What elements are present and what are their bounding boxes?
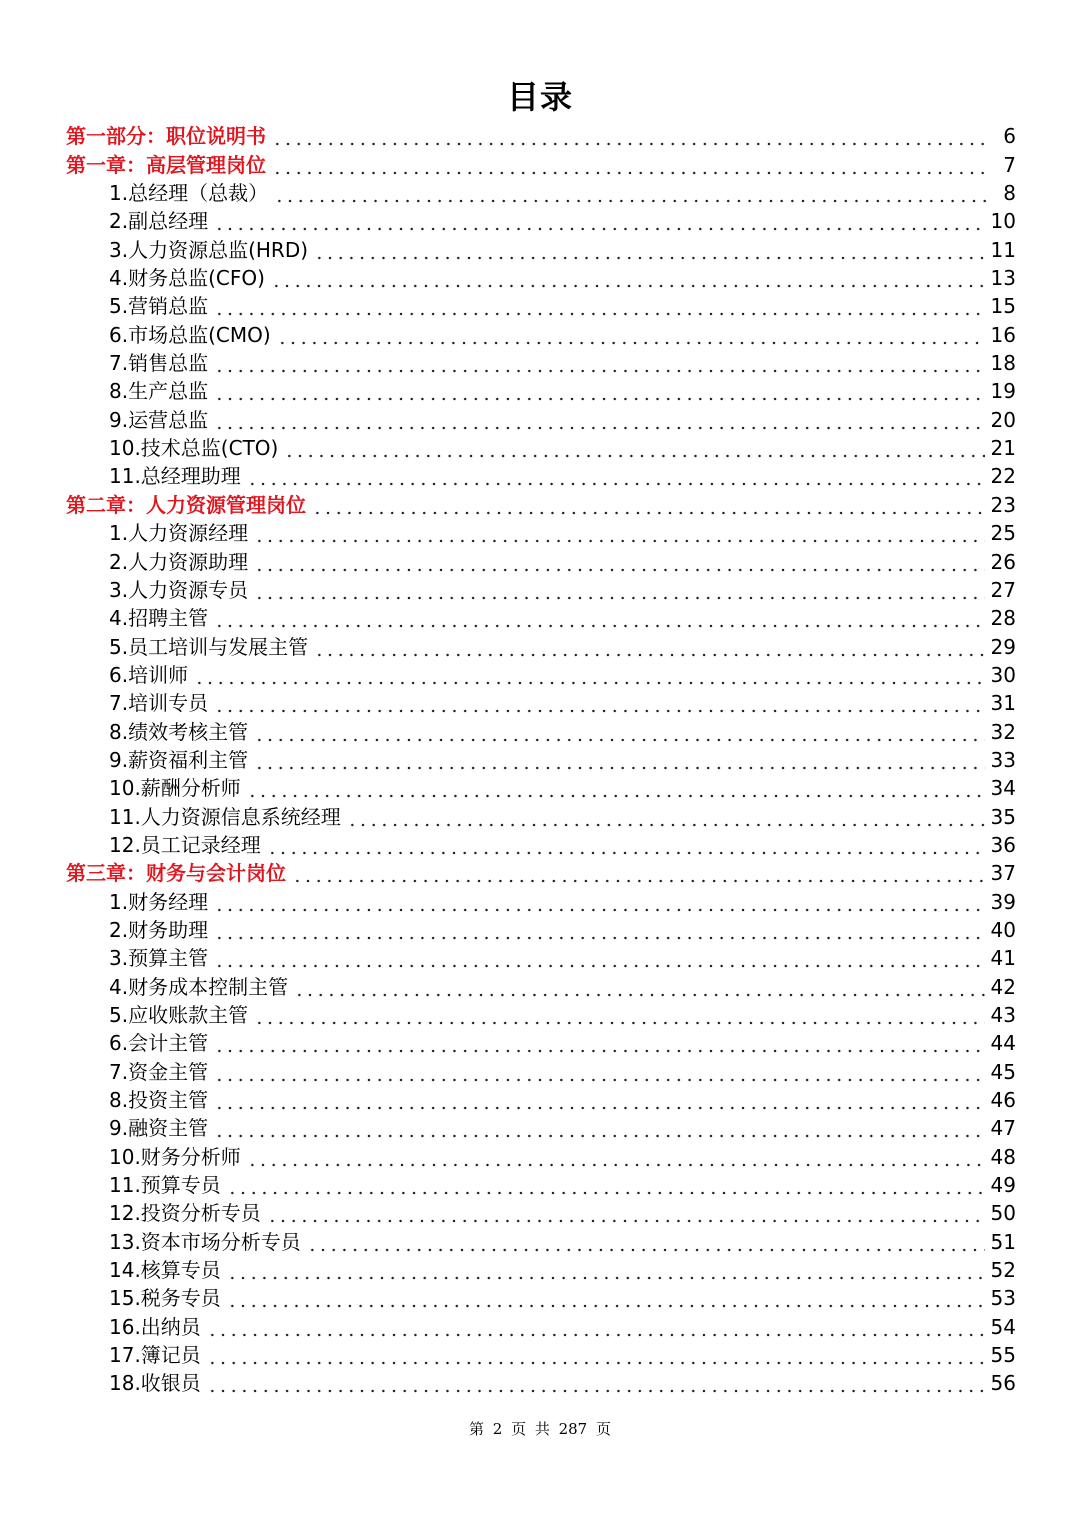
toc-page-number: 32 [990, 719, 1016, 744]
toc-page-number: 56 [990, 1371, 1016, 1396]
toc-item-entry[interactable] [66, 179, 1016, 207]
toc-page-number: 43 [990, 1003, 1016, 1027]
toc-item-entry[interactable] [66, 1029, 1016, 1057]
dot-leader [214, 1058, 984, 1086]
toc-entry-label: 2.财务助理 [109, 917, 209, 942]
dot-leader [284, 434, 984, 462]
toc-page-number: 54 [990, 1314, 1016, 1339]
dot-leader [271, 264, 985, 292]
toc-item-entry[interactable] [66, 1114, 1016, 1142]
dot-leader [207, 1313, 985, 1341]
toc-item-entry[interactable] [66, 1057, 1016, 1085]
toc-entry-label: 7.销售总监 [109, 351, 209, 376]
dot-leader [194, 661, 984, 689]
dot-leader [214, 689, 984, 717]
dot-leader [277, 321, 985, 349]
toc-entry-label: 3.预算主管 [109, 946, 209, 971]
toc-item-entry[interactable] [66, 320, 1016, 348]
toc-item-entry[interactable] [66, 235, 1016, 263]
toc-item-entry[interactable] [66, 1086, 1016, 1114]
toc-entry-label: 3.人力资源总监(HRD) [109, 237, 309, 262]
dot-leader [227, 1284, 985, 1312]
toc-entry-label: 8.投资主管 [109, 1088, 209, 1113]
toc-entry-label: 5.应收账款主管 [109, 1003, 249, 1027]
dot-leader [214, 207, 984, 235]
toc-page-number: 42 [990, 974, 1016, 999]
toc-entry-label: 10.财务分析师 [109, 1144, 241, 1169]
toc-item-entry[interactable] [66, 207, 1016, 235]
dot-leader [254, 576, 984, 604]
toc-item-entry[interactable] [66, 405, 1016, 433]
toc-item-entry[interactable] [66, 1171, 1016, 1199]
dot-leader [247, 462, 985, 490]
toc-page-number: 8 [1003, 181, 1016, 206]
toc-page-number: 33 [990, 747, 1016, 772]
toc-page-number: 37 [990, 861, 1016, 886]
toc-entry-label: 5.员工培训与发展主管 [109, 634, 309, 659]
dot-leader [254, 548, 984, 576]
toc-page-number: 10 [990, 209, 1016, 234]
toc-page-number: 48 [990, 1144, 1016, 1169]
toc-entry-label: 4.招聘主管 [109, 606, 209, 631]
toc-page-number: 15 [990, 294, 1016, 319]
toc-entry-label: 4.财务总监(CFO) [109, 266, 265, 291]
toc-entry-label: 18.收银员 [109, 1371, 201, 1396]
toc-page-number: 6 [1003, 124, 1016, 149]
toc-page-number: 13 [990, 266, 1016, 291]
table-of-contents [66, 122, 1016, 1397]
toc-entry-label: 9.薪资福利主管 [109, 747, 249, 772]
toc-page-number: 44 [990, 1031, 1016, 1056]
toc-item-entry[interactable] [66, 462, 1016, 490]
toc-entry-label: 11.人力资源信息系统经理 [109, 804, 341, 829]
toc-page-number: 26 [990, 549, 1016, 574]
toc-item-entry[interactable] [66, 774, 1016, 802]
toc-page-number: 34 [990, 776, 1016, 801]
toc-entry-label: 1.财务经理 [109, 889, 209, 914]
toc-entry-label: 10.薪酬分析师 [109, 776, 241, 801]
toc-page-number: 40 [990, 917, 1016, 942]
toc-page-number: 51 [990, 1229, 1016, 1254]
toc-page-number: 36 [990, 832, 1016, 857]
toc-page-number: 52 [990, 1258, 1016, 1283]
toc-page-number: 30 [990, 662, 1016, 687]
dot-leader [247, 1143, 985, 1171]
toc-item-entry[interactable] [66, 1142, 1016, 1170]
toc-page-number: 21 [990, 436, 1016, 461]
toc-entry-label: 12.投资分析专员 [109, 1201, 261, 1226]
toc-entry-label: 8.绩效考核主管 [109, 719, 249, 744]
toc-item-entry[interactable] [66, 802, 1016, 830]
toc-entry-label: 14.核算专员 [109, 1258, 221, 1283]
dot-leader [294, 973, 984, 1001]
toc-section-entry[interactable] [66, 490, 1016, 518]
toc-page-number: 50 [990, 1201, 1016, 1226]
dot-leader [347, 803, 985, 831]
toc-page-number: 46 [990, 1088, 1016, 1113]
toc-item-entry[interactable] [66, 519, 1016, 547]
toc-entry-label: 15.税务专员 [109, 1286, 221, 1311]
toc-item-entry[interactable] [66, 887, 1016, 915]
dot-leader [314, 236, 985, 264]
toc-entry-label: 10.技术总监(CTO) [109, 436, 279, 461]
dot-leader [207, 1369, 985, 1397]
toc-entry-label: 第一部分：职位说明书 [66, 124, 266, 149]
dot-leader [227, 1171, 985, 1199]
toc-item-entry[interactable] [66, 1312, 1016, 1340]
toc-page-number: 35 [990, 804, 1016, 829]
toc-item-entry[interactable] [66, 1284, 1016, 1312]
dot-leader [227, 1256, 985, 1284]
toc-item-entry[interactable] [66, 576, 1016, 604]
toc-entry-label: 3.人力资源专员 [109, 577, 249, 602]
dot-leader [272, 122, 990, 150]
dot-leader [214, 944, 984, 972]
toc-item-entry[interactable] [66, 377, 1016, 405]
toc-entry-label: 4.财务成本控制主管 [109, 974, 289, 999]
toc-page-number: 31 [990, 691, 1016, 716]
toc-entry-label: 6.培训师 [109, 662, 189, 687]
toc-entry-label: 13.资本市场分析专员 [109, 1229, 301, 1254]
toc-entry-label: 16.出纳员 [109, 1314, 201, 1339]
dot-leader [214, 406, 984, 434]
toc-item-entry[interactable] [66, 632, 1016, 660]
dot-leader [314, 633, 984, 661]
toc-entry-label: 1.总经理（总裁） [109, 181, 269, 206]
toc-page-number: 53 [990, 1286, 1016, 1311]
dot-leader [274, 179, 990, 207]
dot-leader [254, 746, 984, 774]
toc-entry-label: 17.簿记员 [109, 1343, 201, 1368]
dot-leader [267, 1199, 985, 1227]
toc-page-number: 47 [990, 1116, 1016, 1141]
toc-item-entry[interactable] [66, 831, 1016, 859]
dot-leader [214, 888, 984, 916]
toc-item-entry[interactable] [66, 972, 1016, 1000]
dot-leader [214, 604, 984, 632]
toc-entry-label: 1.人力资源经理 [109, 521, 249, 546]
toc-page-number: 27 [990, 577, 1016, 602]
toc-item-entry[interactable] [66, 746, 1016, 774]
dot-leader [307, 1228, 985, 1256]
toc-item-entry[interactable] [66, 1256, 1016, 1284]
toc-entry-label: 11.预算专员 [109, 1173, 221, 1198]
toc-page-number: 25 [990, 521, 1016, 546]
toc-item-entry[interactable] [66, 1199, 1016, 1227]
toc-item-entry[interactable] [66, 1227, 1016, 1255]
dot-leader [272, 151, 990, 179]
toc-entry-label: 6.市场总监(CMO) [109, 322, 271, 347]
toc-page-number: 18 [990, 351, 1016, 376]
toc-item-entry[interactable] [66, 1001, 1016, 1029]
toc-page-number: 28 [990, 606, 1016, 631]
toc-entry-label: 12.员工记录经理 [109, 832, 261, 857]
toc-entry-label: 9.融资主管 [109, 1116, 209, 1141]
dot-leader [292, 859, 985, 887]
toc-entry-label: 9.运营总监 [109, 407, 209, 432]
toc-item-entry[interactable] [66, 661, 1016, 689]
toc-page-number: 16 [990, 322, 1016, 347]
toc-item-entry[interactable] [66, 264, 1016, 292]
toc-item-entry[interactable] [66, 717, 1016, 745]
toc-entry-label: 6.会计主管 [109, 1031, 209, 1056]
toc-entry-label: 第二章：人力资源管理岗位 [66, 492, 306, 517]
dot-leader [214, 1086, 984, 1114]
toc-page-number: 39 [990, 889, 1016, 914]
toc-section-entry[interactable] [66, 122, 1016, 150]
toc-page-number: 11 [990, 237, 1016, 262]
toc-page-number: 29 [990, 634, 1016, 659]
toc-entry-label: 7.资金主管 [109, 1059, 209, 1084]
toc-page-number: 7 [1003, 152, 1016, 177]
toc-page-number: 49 [990, 1173, 1016, 1198]
toc-item-entry[interactable] [66, 689, 1016, 717]
dot-leader [254, 1001, 984, 1029]
toc-entry-label: 11.总经理助理 [109, 464, 241, 489]
toc-entry-label: 2.人力资源助理 [109, 549, 249, 574]
toc-page-number: 22 [990, 464, 1016, 489]
toc-page-number: 19 [990, 379, 1016, 404]
dot-leader [254, 519, 984, 547]
dot-leader [214, 292, 984, 320]
dot-leader [214, 916, 984, 944]
toc-item-entry[interactable] [66, 1341, 1016, 1369]
toc-item-entry[interactable] [66, 916, 1016, 944]
toc-entry-label: 2.副总经理 [109, 209, 209, 234]
toc-entry-label: 7.培训专员 [109, 691, 209, 716]
dot-leader [247, 774, 985, 802]
dot-leader [267, 831, 985, 859]
toc-item-entry[interactable] [66, 349, 1016, 377]
toc-page-number: 41 [990, 946, 1016, 971]
page-title: 目录 [506, 78, 573, 116]
toc-entry-label: 8.生产总监 [109, 379, 209, 404]
toc-item-entry[interactable] [66, 604, 1016, 632]
page-footer: 第 2 页 共 287 页 [468, 1420, 611, 1438]
dot-leader [207, 1341, 985, 1369]
dot-leader [214, 349, 984, 377]
toc-entry-label: 第一章：高层管理岗位 [66, 152, 266, 177]
toc-item-entry[interactable] [66, 434, 1016, 462]
dot-leader [214, 1114, 984, 1142]
toc-section-entry[interactable] [66, 150, 1016, 178]
toc-item-entry[interactable] [66, 944, 1016, 972]
dot-leader [312, 491, 985, 519]
dot-leader [214, 377, 984, 405]
toc-section-entry[interactable] [66, 859, 1016, 887]
toc-page-number: 20 [990, 407, 1016, 432]
toc-page-number: 23 [990, 492, 1016, 517]
dot-leader [254, 718, 984, 746]
toc-page-number: 45 [990, 1059, 1016, 1084]
toc-item-entry[interactable] [66, 1369, 1016, 1397]
dot-leader [214, 1029, 984, 1057]
toc-entry-label: 第三章：财务与会计岗位 [66, 861, 286, 886]
toc-entry-label: 5.营销总监 [109, 294, 209, 319]
toc-item-entry[interactable] [66, 547, 1016, 575]
toc-page-number: 55 [990, 1343, 1016, 1368]
toc-item-entry[interactable] [66, 292, 1016, 320]
